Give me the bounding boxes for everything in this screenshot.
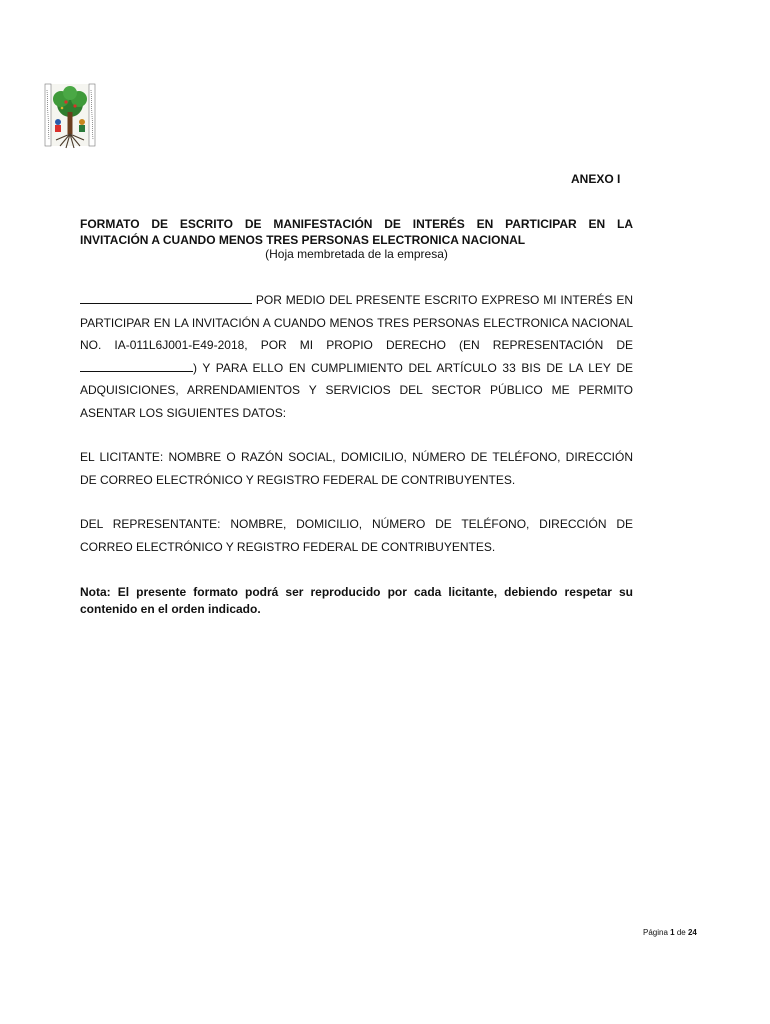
page-footer xyxy=(643,928,697,937)
page-current: 1 xyxy=(670,928,675,937)
bidder-data-paragraph: EL LICITANTE: NOMBRE O RAZÓN SOCIAL, DOMICILIO, NÚMERO DE TELÉFONO, DIRECCIÓN DE CORREO ELECTRÓNICO Y REGISTRO FEDERAL DE CONTRIBUYENTES. xyxy=(80,450,633,487)
page-label: Página xyxy=(643,928,668,937)
page-total: 24 xyxy=(687,928,697,937)
annex-label: ANEXO I xyxy=(571,172,621,186)
document-title xyxy=(80,216,633,248)
name-blank-line xyxy=(80,293,252,304)
title-line-2: INVITACIÓN A CUANDO MENOS TRES PERSONAS ELECTRONICA NACIONAL xyxy=(80,233,526,247)
declaration-paragraph xyxy=(80,289,633,425)
document-subtitle: (Hoja membretada de la empresa) xyxy=(265,247,448,261)
page-of-label: de xyxy=(676,928,686,937)
title-line-1: FORMATO DE ESCRITO DE MANIFESTACIÓN DE INTERÉS EN PARTICIPAR EN LA xyxy=(80,217,633,231)
note-paragraph: Nota: El presente formato podrá ser reproducido por cada licitante, debiendo respetar su contenido en el orden indicado. xyxy=(80,585,633,616)
tree-seal-icon xyxy=(42,82,98,154)
declaration-text-a: POR MEDIO DEL PRESENTE ESCRITO EXPRESO MI INTERÉS EN PARTICIPAR EN LA INVITACIÓN A CUANDO MENOS TRES PERSONAS ELECTRONICA NACIONAL NO. IA-011L6J001-E49-2018, POR MI PROPIO DERECHO (EN REPRESENTACIÓN DE xyxy=(80,293,633,353)
representation-blank-line xyxy=(80,361,193,372)
declaration-text-b: ) Y PARA ELLO EN CUMPLIMIENTO DEL ARTÍCULO 33 BIS DE LA LEY DE ADQUISICIONES, ARRENDAMIENTOS Y SERVICIOS DEL SECTOR PÚBLICO ME PERMITO ASENTAR LOS SIGUIENTES DATOS: xyxy=(80,360,633,420)
tree-seal-logo xyxy=(42,82,98,154)
representative-data-paragraph: DEL REPRESENTANTE: NOMBRE, DOMICILIO, NÚMERO DE TELÉFONO, DIRECCIÓN DE CORREO ELECTRÓNICO Y REGISTRO FEDERAL DE CONTRIBUYENTES. xyxy=(80,517,633,554)
